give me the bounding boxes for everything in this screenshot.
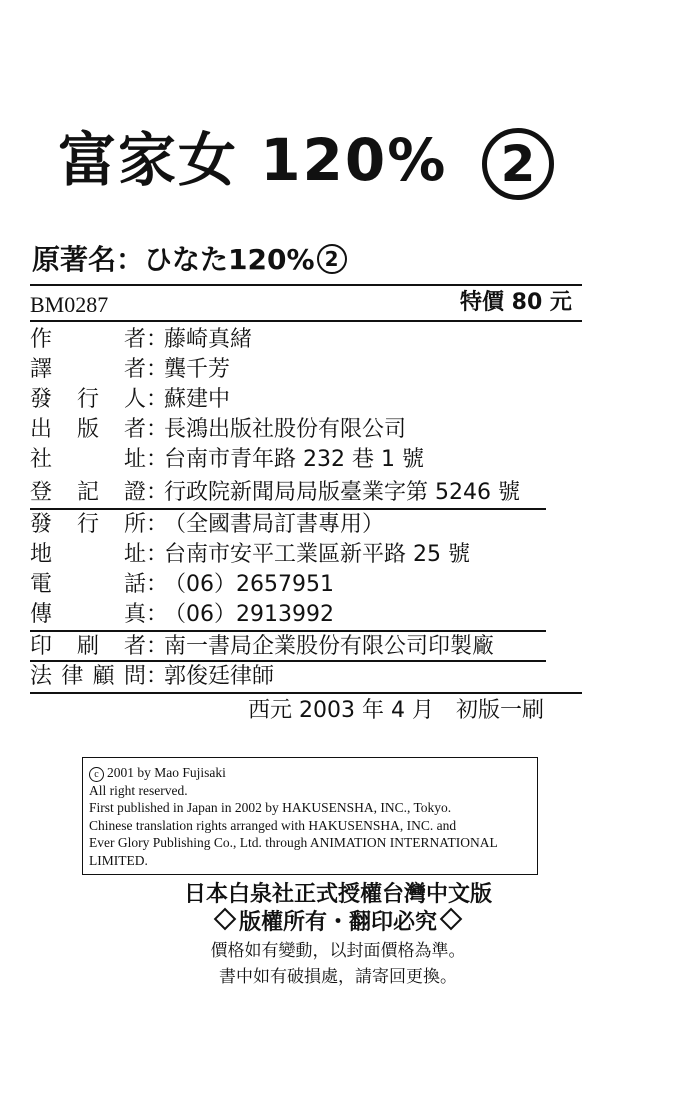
special-price: 特價 80 元	[460, 290, 572, 315]
publication-date: 西元 2003 年 4 月 初版一刷	[248, 698, 544, 723]
credit-row-distributor: 發行所：（全國書局訂書專用）	[30, 510, 384, 540]
credit-label: 法律顧問	[30, 664, 146, 689]
divider	[30, 284, 582, 286]
original-title-text: ひなた120%	[144, 243, 315, 276]
credit-value: 行政院新聞局局版臺業字第 5246 號	[164, 480, 520, 505]
volume-number-circle: 2	[482, 128, 554, 200]
credit-row-registration: 登記證：行政院新聞局局版臺業字第 5246 號	[30, 478, 520, 508]
copyright-icon: c	[89, 767, 104, 782]
credit-row-publisher: 出版者：長鴻出版社股份有限公司	[30, 415, 406, 445]
credit-label: 傳真	[30, 602, 146, 627]
copyright-line: LIMITED.	[89, 852, 148, 868]
credit-value: 藤崎真緒	[164, 327, 253, 352]
credit-row-printer: 印刷者：南一書局企業股份有限公司印製廠	[30, 632, 494, 662]
credit-label: 譯者	[30, 357, 146, 382]
diamond-icon	[214, 908, 237, 931]
credit-label: 出版者	[30, 417, 146, 442]
copyright-box	[82, 757, 538, 875]
original-title	[32, 240, 347, 280]
credit-value: 郭俊廷律師	[164, 664, 275, 689]
credit-row-address: 社址：台南市青年路 232 巷 1 號	[30, 445, 424, 475]
credit-label: 電話	[30, 572, 146, 597]
credit-value: （06）2657951	[164, 572, 334, 597]
credit-row-phone: 電話：（06）2657951	[30, 570, 334, 600]
copyright-line: Chinese translation rights arranged with HAKUSENSHA, INC. and	[89, 817, 457, 833]
catalog-code: BM0287	[30, 292, 109, 317]
rights-text: 版權所有・翻印必究	[238, 910, 437, 935]
copyright-line: c 2001 by Mao Fujisaki	[89, 764, 531, 782]
copyright-line: First published in Japan in 2002 by HAKUSENSHA, INC., Tokyo.	[89, 800, 452, 816]
authorization-notice: 日本白泉社正式授權台灣中文版	[183, 882, 492, 907]
credit-value: （06）2913992	[164, 602, 334, 627]
credit-row-publisher-person: 發行人：蘇建中	[30, 385, 230, 415]
credit-value: 長鴻出版社股份有限公司	[164, 417, 407, 442]
credit-value: 蘇建中	[164, 387, 231, 412]
credit-label: 發行所	[30, 512, 146, 537]
original-volume-circle: 2	[317, 244, 347, 274]
book-title: 富家女 120%	[58, 126, 448, 194]
original-title-label: 原著名：	[32, 243, 145, 276]
divider	[30, 320, 582, 322]
credit-row-translator: 譯者：龔千芳	[30, 355, 230, 385]
credit-label: 發行人	[30, 387, 146, 412]
credit-row-distributor-address: 地址：台南市安平工業區新平路 25 號	[30, 540, 470, 570]
credit-label: 印刷者	[30, 634, 146, 659]
credit-value: 台南市青年路 232 巷 1 號	[164, 447, 424, 472]
credit-label: 地址	[30, 542, 146, 567]
credit-label: 登記證	[30, 480, 146, 505]
credit-value: 台南市安平工業區新平路 25 號	[164, 542, 470, 567]
credit-value: 南一書局企業股份有限公司印製廠	[164, 634, 495, 659]
credit-label: 作者	[30, 327, 146, 352]
credit-row-fax: 傳真：（06）2913992	[30, 600, 334, 630]
credit-value: 龔千芳	[164, 357, 231, 382]
credit-row-legal-counsel: 法律顧問：郭俊廷律師	[30, 662, 274, 692]
divider	[30, 692, 582, 694]
rights-notice	[0, 908, 676, 938]
damage-return-note: 書中如有破損處，請寄回更換。	[219, 967, 457, 987]
credit-row-author: 作者：藤崎真緒	[30, 325, 252, 355]
copyright-line: All right reserved.	[89, 783, 188, 798]
price-change-note: 價格如有變動，以封面價格為準。	[210, 941, 466, 961]
diamond-icon	[440, 908, 463, 931]
credit-label: 社址	[30, 447, 146, 472]
copyright-line: Ever Glory Publishing Co., Ltd. through ANIMATION INTERNATIONAL	[89, 835, 498, 851]
credit-value: （全國書局訂書專用）	[164, 512, 385, 537]
